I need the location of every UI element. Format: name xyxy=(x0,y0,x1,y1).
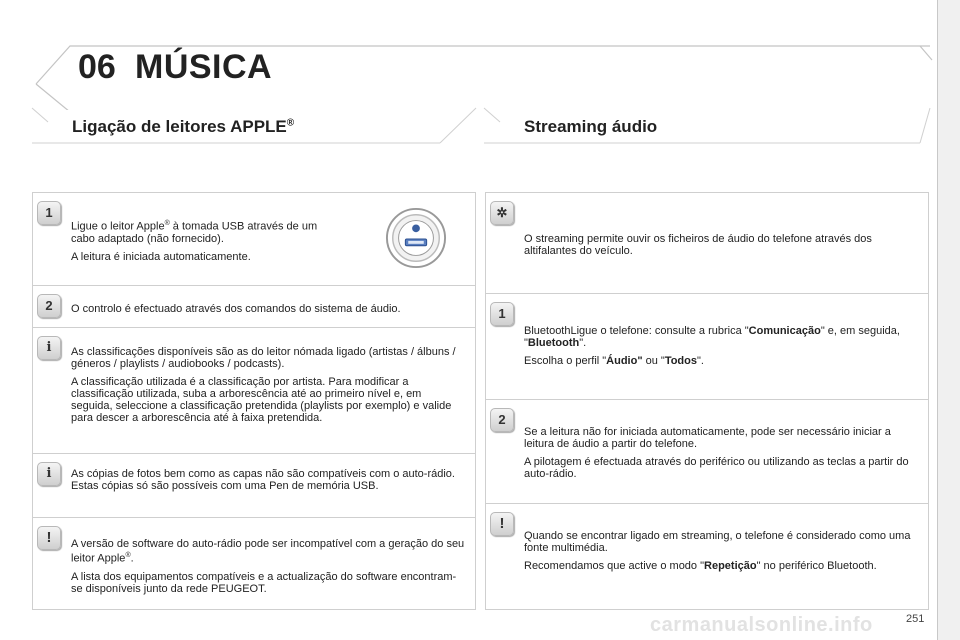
block-text: As classificações disponíveis são as do leitor nómada ligado (artistas / álbuns / géneros / playlists / audiobooks / podcasts). A classificação utilizada é a classificação por artista. Para modificar a classificação utilizada, suba a arborescência até ao primeiro nível e, em seguida, seleccione a classificação pretendida (playlists por exemplo) e valide para descer a arborescência até à faixa pretendida. xyxy=(71,346,456,424)
left-block-5 xyxy=(33,518,475,609)
right-column xyxy=(485,192,929,610)
right-block-3 xyxy=(486,400,928,504)
block-text: BluetoothLigue o telefone: consulte a rubrica "Comunicação" e, em seguida, "Bluetooth". Escolha o perfil "Áudio" ou "Todos". xyxy=(524,325,900,367)
warning-icon: ! xyxy=(37,526,61,550)
usb-socket-icon xyxy=(385,207,447,269)
left-block-3 xyxy=(33,328,475,454)
block-text: O streaming permite ouvir os ficheiros de áudio do telefone através dos altifalantes do veículo. xyxy=(524,233,872,257)
block-text: Se a leitura não for iniciada automaticamente, pode ser necessário iniciar a leitura de áudio a partir do telefone. A pilotagem é efectuada através do periférico ou utilizando as teclas a partir do auto-rádio. xyxy=(524,426,909,480)
step-badge: 1 xyxy=(37,201,61,225)
step-badge: 1 xyxy=(490,302,514,326)
info-icon: i xyxy=(37,336,61,360)
left-block-4 xyxy=(33,454,475,518)
block-text: Quando se encontrar ligado em streaming, o telefone é considerado como uma fonte multimédia. Recomendamos que active o modo "Repetição" no periférico Bluetooth. xyxy=(524,530,911,572)
right-section-title: Streaming áudio xyxy=(524,117,658,136)
left-section-title: Ligação de leitores APPLE® xyxy=(72,117,295,136)
step-badge: 2 xyxy=(37,294,61,318)
chapter-title: MÚSICA xyxy=(135,48,273,86)
page-number: 251 xyxy=(906,613,925,625)
left-block-1 xyxy=(33,193,475,286)
left-block-2 xyxy=(33,286,475,328)
block-text: A versão de software do auto-rádio pode ser incompatível com a geração do seu leitor Apple®. A lista dos equipamentos compatíveis e a actualização do software encontram-se disponíveis junto da rede PEUGEOT. xyxy=(71,538,465,595)
step-badge: 2 xyxy=(490,408,514,432)
block-text: O controlo é efectuado através dos comandos do sistema de áudio. xyxy=(71,303,401,315)
warning-icon: ! xyxy=(490,512,514,536)
left-column xyxy=(32,192,476,610)
block-text: As cópias de fotos bem como as capas não são compatíveis com o auto-rádio. Estas cópias só são possíveis com uma Pen de memória USB. xyxy=(71,468,455,492)
chapter-number: 06 xyxy=(78,48,116,86)
block-text: Ligue o leitor Apple® à tomada USB através de um cabo adaptado (não fornecido). A leitura é iniciada automaticamente. xyxy=(71,220,318,263)
right-block-2 xyxy=(486,294,928,400)
tip-lightbulb-icon: ✲ xyxy=(490,201,514,225)
right-block-4 xyxy=(486,504,928,609)
info-icon: i xyxy=(37,462,61,486)
watermark: carmanualsonline.info xyxy=(650,614,873,636)
right-block-1 xyxy=(486,193,928,294)
